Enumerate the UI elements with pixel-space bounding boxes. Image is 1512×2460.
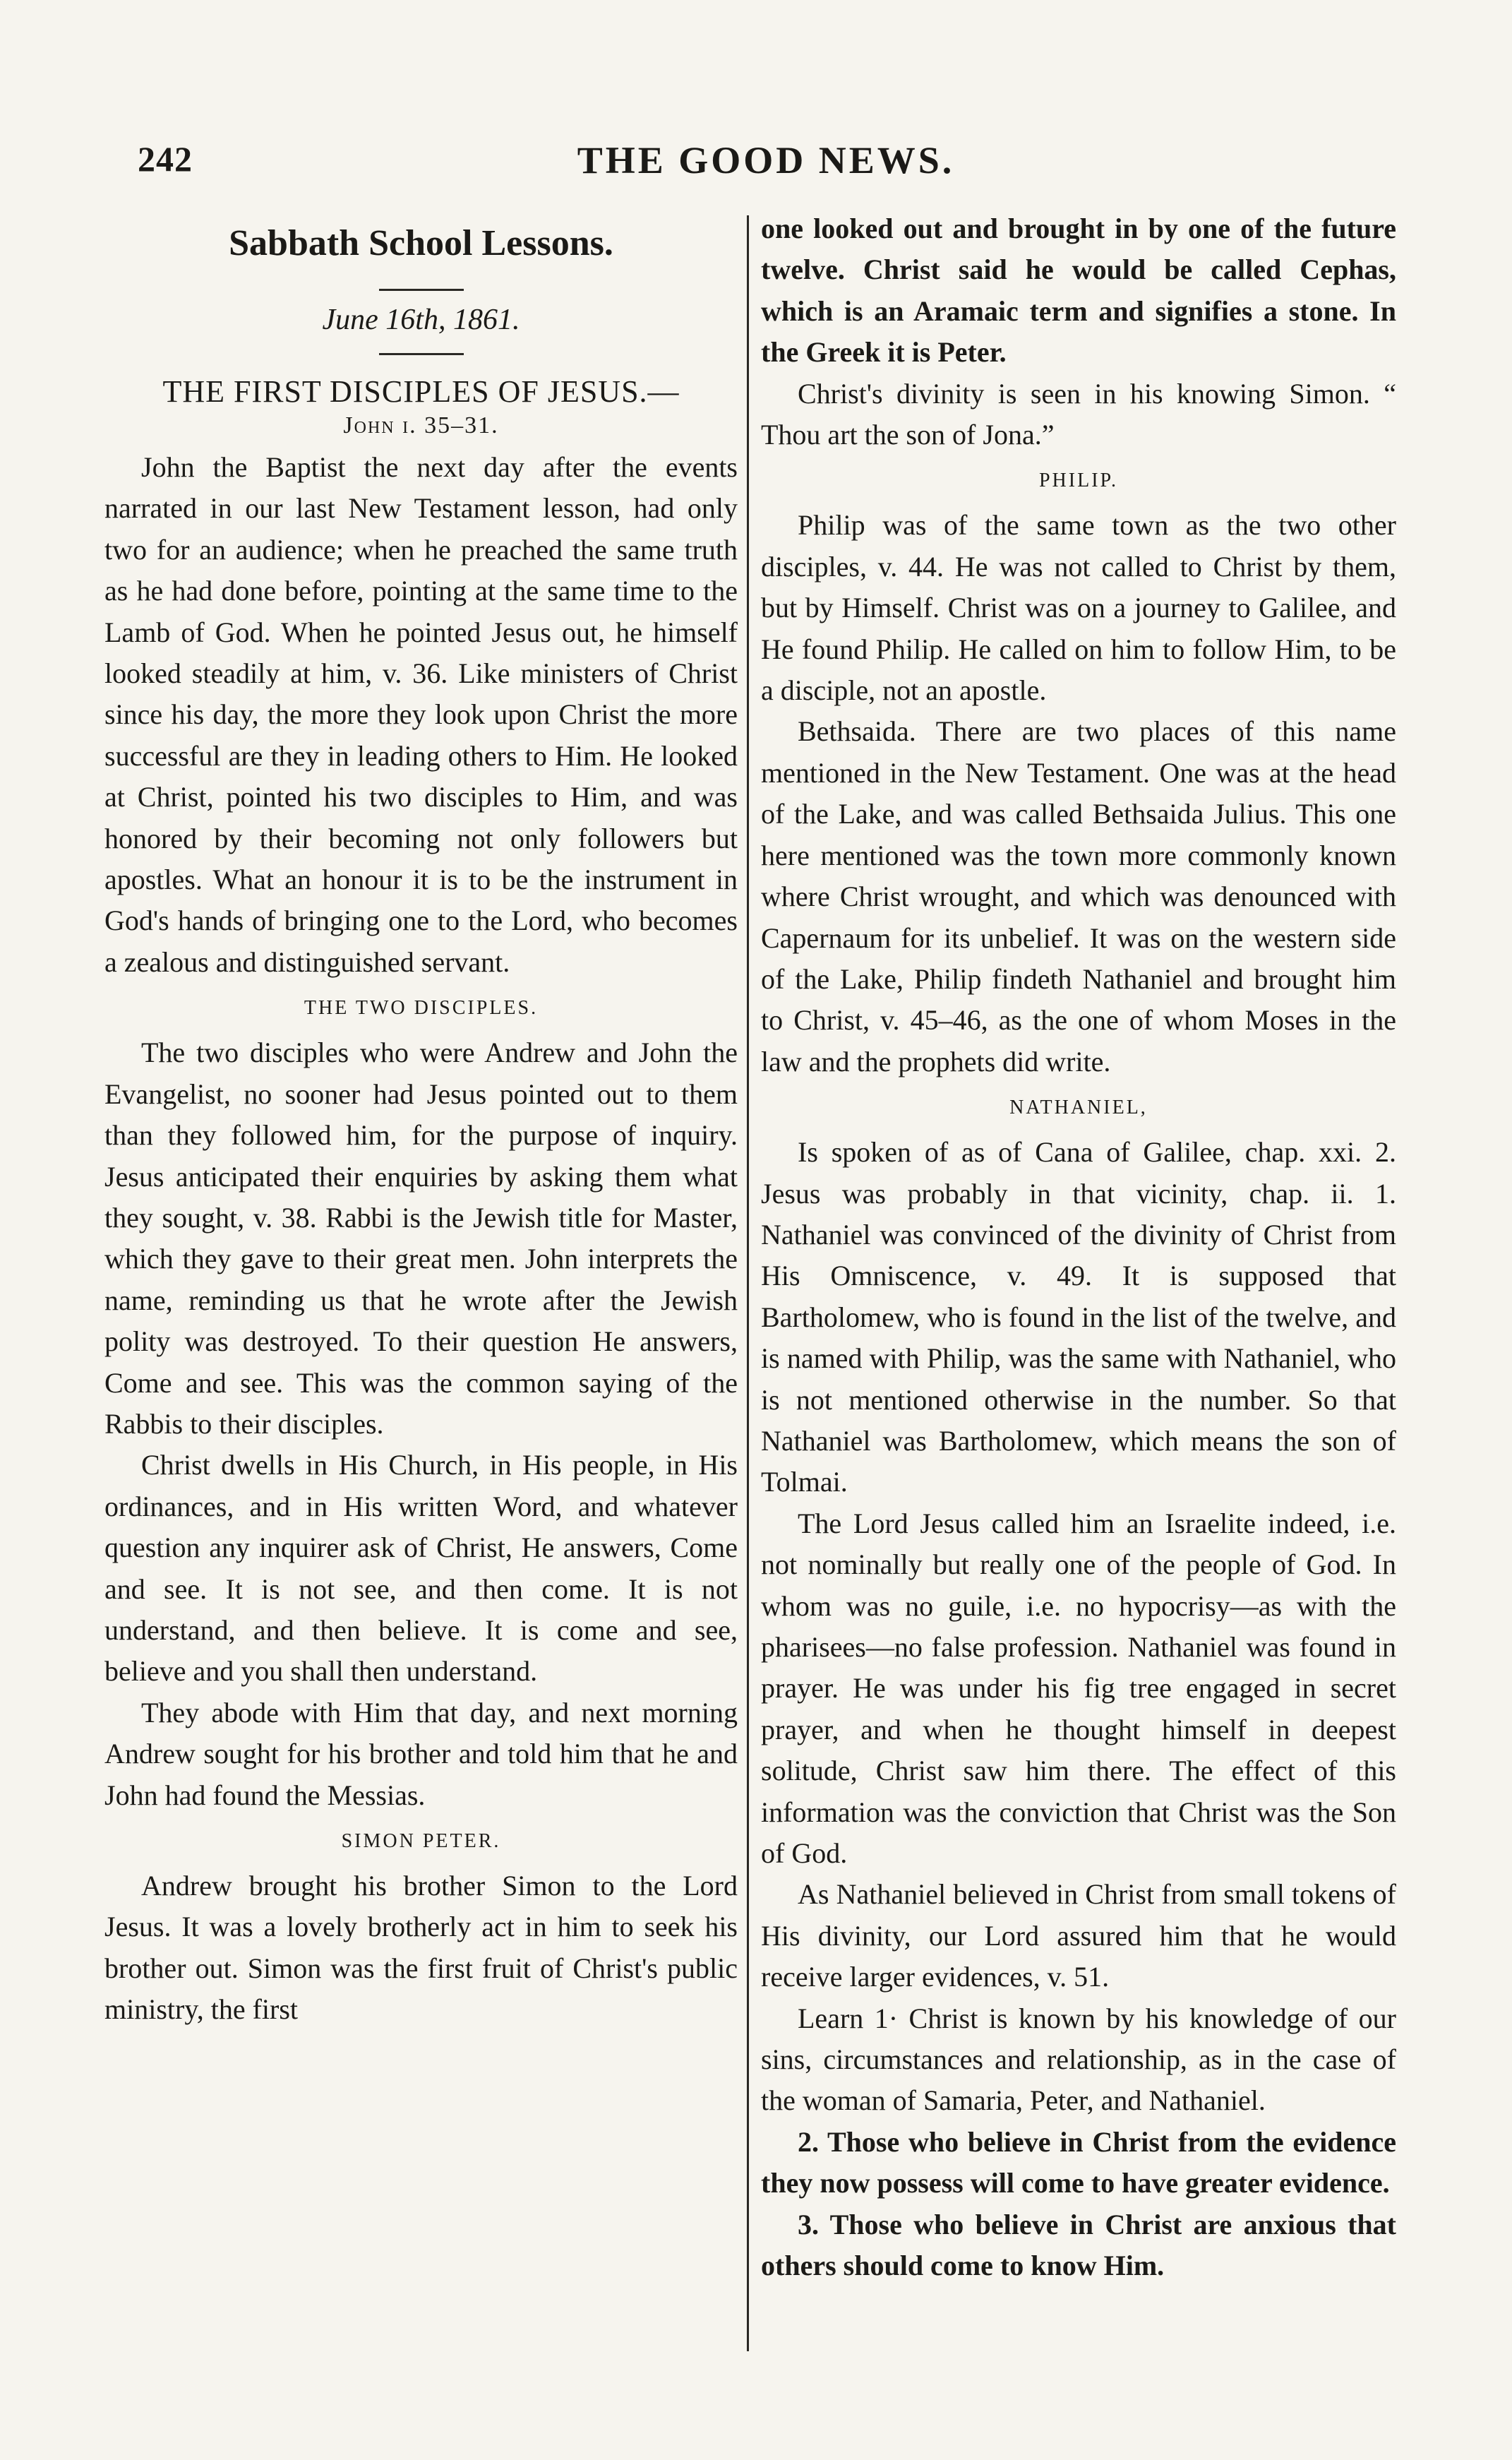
learn-point-1: Learn 1· Christ is known by his knowledge of our sins, circumstances and relationship, as in the case of the woman of Samaria, Peter, and Nathaniel. (761, 2002, 1396, 2117)
page-number: 242 (138, 139, 193, 179)
paragraph: Bethsaida. There are two places of this name mentioned in the New Testament. One was at the head of the Lake, and was called Bethsaida Julius. This one here mentioned was the town more commonly known where Christ wrought, and which was denounced with Capernaum for its unbelief. It was on the western side of the Lake, Philip findeth Nathaniel and brought him to Christ, v. 45–46, as the one of whom Moses in the law and the prophets did write. (761, 715, 1396, 1077)
paragraph: Christ dwells in His Church, in His people, in His ordinances, and in His written Word, and whatever question any inquirer ask of Christ, He answers, Come and see. It is not see, and then come. It is not understand, and then believe. It is come and see, believe and you shall then understand. (104, 1449, 738, 1688)
learn-point-3: 3. Those who believe in Christ are anxious that others should come to know Him. (761, 2208, 1396, 2282)
paragraph: The Lord Jesus called him an Israelite indeed, i.e. not nominally but really one of the people of God. In whom was no guile, i.e. no hypocrisy—as with the pharisees—no false profession. Nathaniel was found in prayer. He was under his fig tree engaged in secret prayer, and when he thought himself in deepest solitude, Christ saw him there. The effect of this information was the conviction that Christ was the Son of God. (761, 1507, 1396, 1870)
intro-paragraph: John the Baptist the next day after the events narrated in our last New Testament lesson, had only two for an audience; when he preached the same truth as he had done before, pointing at the same time to the Lamb of God. When he pointed Jesus out, he himself looked steadily at him, v. 36. Like ministers of Christ since his day, the more they look upon Christ the more successful are they in leading others to Him. He looked at Christ, pointed his two disciples to Him, and was honored by their becoming not only followers but apostles. What an honour it is to be the instrument in God's hands of bringing one to the Lord, who becomes a zealous and distinguished servant. (104, 451, 738, 978)
subheading-two-disciples: THE TWO DISCIPLES. (304, 997, 539, 1020)
paragraph: The two disciples who were Andrew and John the Evangelist, no sooner had Jesus pointed out to them than they followed him, for the purpose of inquiry. Jesus anticipated their enquiries by asking them what they sought, v. 38. Rabbi is the Jewish title for Master, which they gave to their great men. John interprets the name, reminding us that he wrote after the Jewish polity was destroyed. To their question He answers, Come and see. This was the common saying of the Rabbis to their disciples. (104, 1037, 738, 1440)
learn-point-2: 2. Those who believe in Christ from the evidence they now possess will come to have greater evidence. (761, 2125, 1396, 2199)
running-header (138, 138, 1394, 188)
column-divider (747, 215, 749, 2351)
subheading-philip: PHILIP. (1038, 470, 1118, 492)
journal-title: THE GOOD NEWS. (577, 139, 955, 181)
scripture-reference: John i. 35–31. (343, 412, 499, 438)
right-column (761, 208, 1396, 2287)
lesson-date: June 16th, 1861. (322, 304, 520, 336)
subheading-simon-peter: SIMON PETER. (341, 1830, 501, 1852)
date-rule (379, 353, 464, 355)
paragraph: Is spoken of as of Cana of Galilee, chap. xxi. 2. Jesus was probably in that vicinity, chap. ii. 1. Nathaniel was convinced of the divinity of Christ from His Omniscence, v. 49. It is supposed that Bartholomew, who is found in the list of the twelve, and is named with Philip, was the same with Nathaniel, who is not mentioned otherwise in the number. So that Nathaniel was Bartholomew, which means the son of Tolmai. (761, 1136, 1396, 1498)
paragraph: Christ's divinity is seen in his knowing Simon. “ Thou art the son of Jona.” (761, 377, 1396, 451)
subheading-nathaniel: NATHANIEL, (1009, 1097, 1148, 1119)
paragraph: As Nathaniel believed in Christ from small tokens of His divinity, our Lord assured him that he would receive larger evidences, v. 51. (761, 1878, 1396, 1993)
section-title: Sabbath School Lessons. (229, 223, 613, 263)
paragraph: Andrew brought his brother Simon to the Lord Jesus. It was a lovely brotherly act in him to seek his brother out. Simon was the first fruit of Christ's public ministry, the first (104, 1870, 738, 2026)
left-column (104, 208, 738, 2031)
paragraph: Philip was of the same town as the two other disciples, v. 44. He was not called to Christ by them, but by Himself. Christ was on a journey to Galilee, and He found Philip. He called on him to follow Him, to be a disciple, not an apostle. (761, 509, 1396, 707)
title-rule (379, 289, 464, 291)
continued-paragraph: one looked out and brought in by one of the future twelve. Christ said he would be called Cephas, which is an Aramaic term and signifies a stone. In the Greek it is Peter. (761, 213, 1396, 369)
paragraph: They abode with Him that day, and next morning Andrew sought for his brother and told him that he and John had found the Messias. (104, 1696, 738, 1811)
lesson-title: THE FIRST DISCIPLES OF JESUS.— (162, 374, 680, 409)
